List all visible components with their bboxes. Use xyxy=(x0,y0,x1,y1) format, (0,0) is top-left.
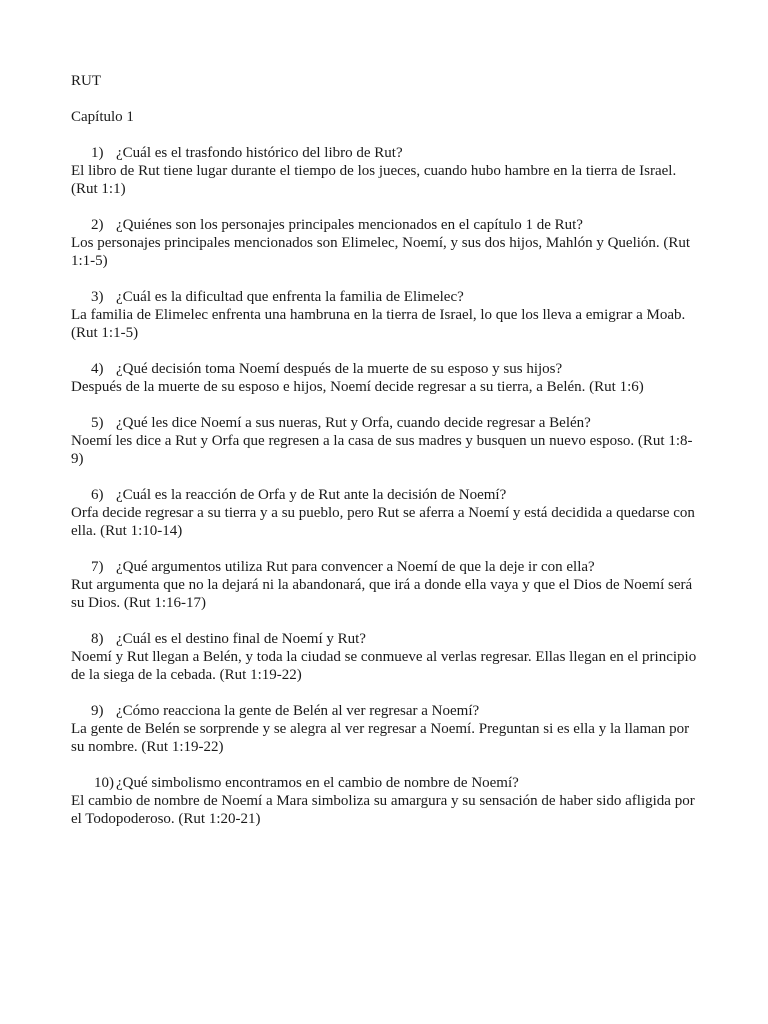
question xyxy=(71,288,703,306)
qa-item xyxy=(71,144,703,198)
qa-item xyxy=(71,216,703,270)
question-number: 5) xyxy=(91,415,104,431)
question-text: ¿Cuál es el trasfondo histórico del libro de Rut? xyxy=(116,145,403,161)
question-text: ¿Cuál es la dificultad que enfrenta la familia de Elimelec? xyxy=(116,289,464,305)
question-number: 8) xyxy=(91,631,104,647)
qa-item xyxy=(71,486,703,540)
answer-text: Rut argumenta que no la dejará ni la abandonará, que irá a donde ella vaya y que el Dios de Noemí será su Dios. (Rut 1:16-17) xyxy=(71,577,693,611)
question-text: ¿Qué decisión toma Noemí después de la muerte de su esposo y sus hijos? xyxy=(116,361,563,377)
qa-item xyxy=(71,288,703,342)
question xyxy=(71,774,703,792)
question xyxy=(71,486,703,504)
question-number: 4) xyxy=(91,361,104,377)
qa-item xyxy=(71,414,703,468)
chapter-heading: Capítulo 1 xyxy=(71,109,134,125)
question-text: ¿Qué les dice Noemí a sus nueras, Rut y Orfa, cuando decide regresar a Belén? xyxy=(116,415,591,431)
question xyxy=(71,144,703,162)
question-number: 10) xyxy=(94,775,114,791)
question-number: 9) xyxy=(91,703,104,719)
question-number: 7) xyxy=(91,559,104,575)
qa-item xyxy=(71,774,703,828)
answer-text: El libro de Rut tiene lugar durante el tiempo de los jueces, cuando hubo hambre en la tierra de Israel. (Rut 1:1) xyxy=(71,163,677,197)
question-text: ¿Qué argumentos utiliza Rut para convencer a Noemí de que la deje ir con ella? xyxy=(116,559,595,575)
question-text: ¿Quiénes son los personajes principales mencionados en el capítulo 1 de Rut? xyxy=(116,217,583,233)
answer-text: Noemí y Rut llegan a Belén, y toda la ciudad se conmueve al verlas regresar. Ellas llegan en el principio de la siega de la cebada. (Rut 1:19-22) xyxy=(71,649,697,683)
question-number: 3) xyxy=(91,289,104,305)
answer-text: La gente de Belén se sorprende y se alegra al ver regresar a Noemí. Preguntan si es ella y la llaman por su nombre. (Rut 1:19-22) xyxy=(71,721,690,755)
answer-text: Orfa decide regresar a su tierra y a su pueblo, pero Rut se aferra a Noemí y está decidida a quedarse con ella. (Rut 1:10-14) xyxy=(71,505,695,539)
answer-text: Después de la muerte de su esposo e hijos, Noemí decide regresar a su tierra, a Belén. (Rut 1:6) xyxy=(71,379,644,395)
qa-item xyxy=(71,360,703,396)
qa-item xyxy=(71,630,703,684)
answer-text: Los personajes principales mencionados son Elimelec, Noemí, y sus dos hijos, Mahlón y Quelión. (Rut 1:1-5) xyxy=(71,235,691,269)
question-number: 2) xyxy=(91,217,104,233)
question xyxy=(71,558,703,576)
question-number: 6) xyxy=(91,487,104,503)
question xyxy=(71,414,703,432)
question xyxy=(71,216,703,234)
question xyxy=(71,360,703,378)
question xyxy=(71,702,703,720)
answer-text: Noemí les dice a Rut y Orfa que regresen a la casa de sus madres y busquen un nuevo esposo. (Rut 1:8-9) xyxy=(71,433,693,467)
question xyxy=(71,630,703,648)
question-number: 1) xyxy=(91,145,104,161)
question-text: ¿Cómo reacciona la gente de Belén al ver regresar a Noemí? xyxy=(116,703,480,719)
question-text: ¿Qué simbolismo encontramos en el cambio de nombre de Noemí? xyxy=(116,775,519,791)
question-text: ¿Cuál es la reacción de Orfa y de Rut ante la decisión de Noemí? xyxy=(116,487,507,503)
document-page xyxy=(71,72,703,846)
answer-text: La familia de Elimelec enfrenta una hambruna en la tierra de Israel, lo que los lleva a emigrar a Moab. (Rut 1:1-5) xyxy=(71,307,686,341)
answer-text: El cambio de nombre de Noemí a Mara simboliza su amargura y su sensación de haber sido afligida por el Todopoderoso. (Rut 1:20-21) xyxy=(71,793,695,827)
qa-item xyxy=(71,702,703,756)
question-text: ¿Cuál es el destino final de Noemí y Rut? xyxy=(116,631,366,647)
document-title: RUT xyxy=(71,73,101,89)
qa-item xyxy=(71,558,703,612)
